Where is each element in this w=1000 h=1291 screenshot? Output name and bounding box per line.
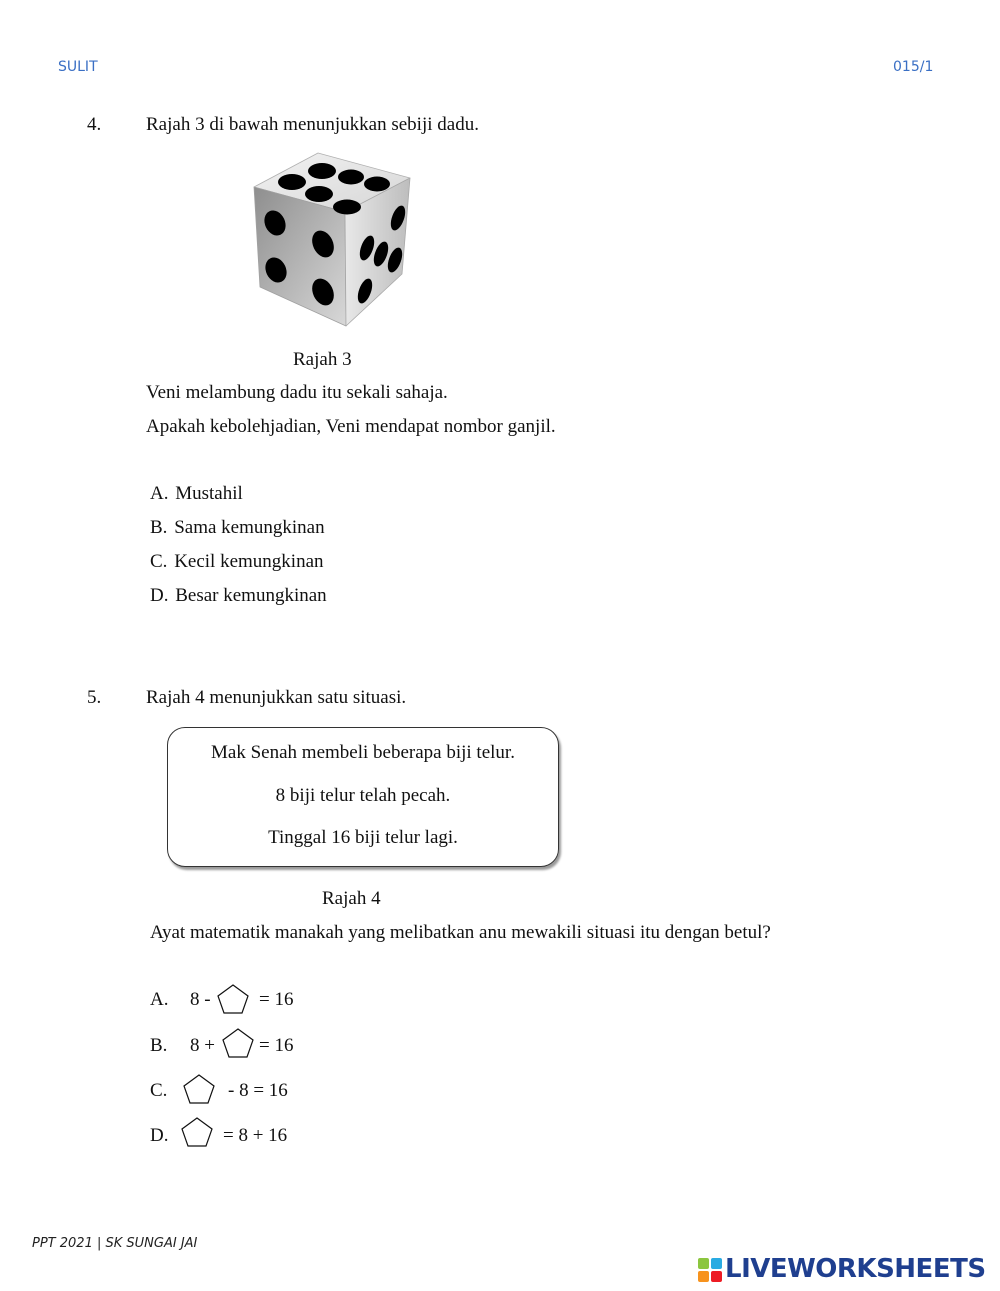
figure-caption-rajah-3: Rajah 3	[293, 349, 352, 370]
option-right-expression: = 16	[259, 989, 294, 1010]
option-text: Sama kemungkinan	[174, 517, 325, 538]
option-left-expression: 8 -	[190, 989, 211, 1010]
option-text: Kecil kemungkinan	[174, 551, 324, 572]
q4-number: 4.	[87, 114, 102, 135]
footer-left: PPT 2021 | SK SUNGAI JAI	[32, 1236, 198, 1251]
situation-line-1: Mak Senah membeli beberapa biji telur.	[211, 742, 515, 763]
q4-option-a[interactable]	[150, 484, 243, 503]
option-letter: B.	[150, 517, 168, 538]
pentagon-unknown-icon	[216, 983, 250, 1015]
pentagon-unknown-icon	[180, 1116, 214, 1148]
q4-option-b[interactable]	[150, 518, 325, 537]
option-right-expression: = 8 + 16	[223, 1125, 288, 1146]
option-left-expression: 8 +	[190, 1035, 215, 1056]
option-right-expression: = 16	[259, 1035, 294, 1056]
figure-caption-rajah-4: Rajah 4	[322, 888, 381, 909]
q5-number: 5.	[87, 687, 102, 708]
situation-box	[167, 727, 559, 867]
q4-stem: Rajah 3 di bawah menunjukkan sebiji dadu.	[146, 114, 479, 135]
header-left: SULIT	[58, 59, 98, 75]
option-letter: C.	[150, 1080, 168, 1101]
option-text: Besar kemungkinan	[175, 585, 327, 606]
q4-option-d[interactable]	[150, 586, 327, 605]
option-letter: A.	[150, 483, 169, 504]
option-letter: B.	[150, 1035, 168, 1056]
q4-line-2: Apakah kebolehjadian, Veni mendapat nombor ganjil.	[146, 416, 556, 437]
q4-line-1: Veni melambung dadu itu sekali sahaja.	[146, 382, 448, 403]
q5-stem: Rajah 4 menunjukkan satu situasi.	[146, 687, 407, 708]
option-right-expression: - 8 = 16	[228, 1080, 288, 1101]
option-letter: A.	[150, 989, 169, 1010]
option-letter: D.	[150, 585, 169, 606]
option-letter: D.	[150, 1125, 169, 1146]
dice-image	[250, 150, 415, 330]
liveworksheets-logo-icon	[698, 1258, 722, 1282]
liveworksheets-brand[interactable]: LIVEWORKSHEETS	[725, 1254, 986, 1284]
pentagon-unknown-icon	[182, 1073, 216, 1105]
q5-question: Ayat matematik manakah yang melibatkan anu mewakili situasi itu dengan betul?	[150, 922, 771, 943]
q4-option-c[interactable]	[150, 552, 324, 571]
option-text: Mustahil	[175, 483, 243, 504]
situation-line-3: Tinggal 16 biji telur lagi.	[268, 827, 458, 848]
situation-line-2: 8 biji telur telah pecah.	[275, 785, 451, 806]
header-right: 015/1	[893, 59, 934, 75]
pentagon-unknown-icon	[221, 1027, 255, 1059]
option-letter: C.	[150, 551, 168, 572]
